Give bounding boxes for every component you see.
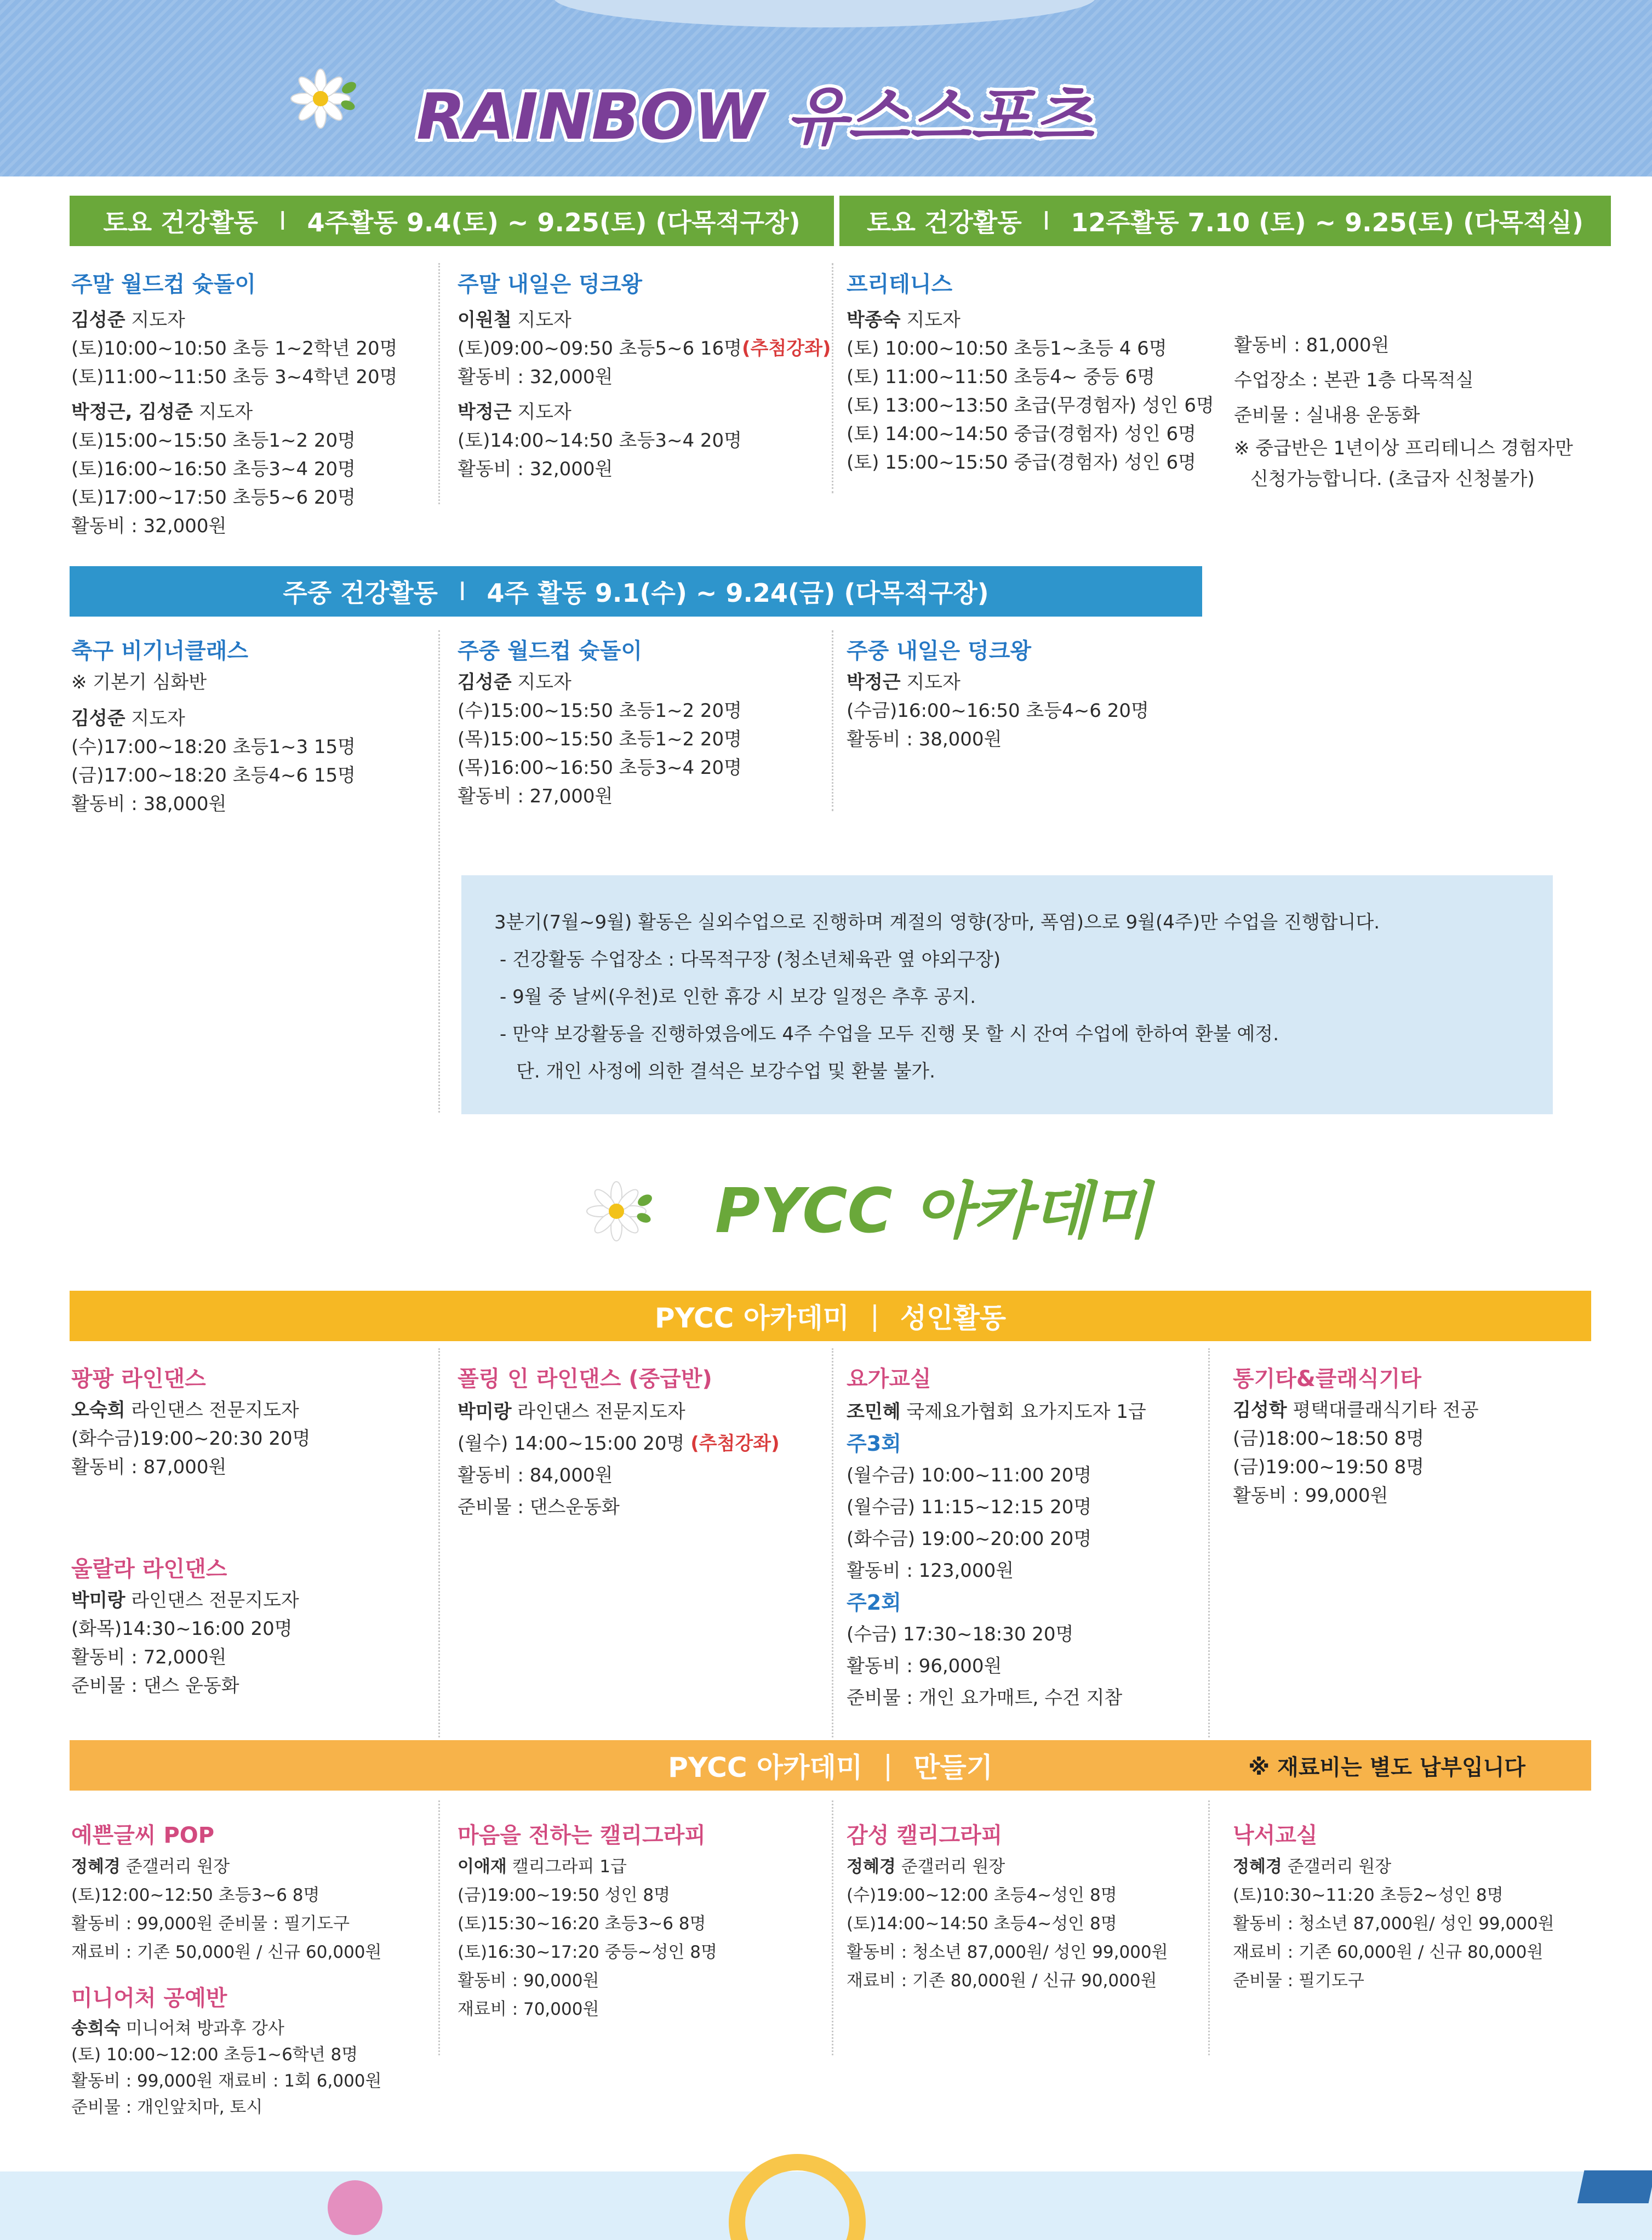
instructor-name: 박정근 <box>458 401 512 423</box>
rainbow-youth-sports-title: RAINBOW 유스스포츠 <box>416 80 1093 154</box>
schedule-line: (월수금) 10:00~11:00 20명 <box>847 1464 1092 1486</box>
fee-line: 활동비 : 84,000원 <box>458 1464 613 1486</box>
instructor-role: 국제요가협회 요가지도자 1급 <box>906 1401 1146 1423</box>
schedule-line: (토) 10:00~10:50 초등1~초등 4 6명 <box>847 338 1167 360</box>
column-divider <box>832 1800 833 2055</box>
column-divider <box>1208 1348 1210 1737</box>
instructor-role: 라인댄스 전문지도자 <box>131 1589 299 1611</box>
instructor-role: 지도자 <box>131 708 185 729</box>
fee-line: 활동비 : 청소년 87,000원/ 성인 99,000원 <box>847 1942 1168 1962</box>
schedule-line: (월수금) 11:15~12:15 20명 <box>847 1496 1092 1518</box>
guitar-class <box>1233 1362 1479 1510</box>
instructor-name: 정혜경 <box>71 1857 121 1877</box>
schedule-line: (토) 11:00~11:50 초등4~ 중등 6명 <box>847 366 1156 388</box>
fee-line: 활동비 : 87,000원 <box>71 1456 227 1478</box>
weekday-worldcup-class <box>458 634 742 811</box>
daisy-flower-icon <box>584 1178 655 1250</box>
saturday-4week-header-bar <box>70 196 834 246</box>
fee-line: 활동비 : 72,000원 <box>71 1646 227 1668</box>
fee-line: 활동비 : 123,000원 <box>847 1560 1014 1582</box>
instructor-role: 준갤러리 원장 <box>901 1857 1005 1877</box>
pangpang-linedance-class <box>71 1362 310 1481</box>
material-line: 재료비 : 70,000원 <box>458 1999 599 2019</box>
class-note: ※ 기본기 심화반 <box>71 671 207 693</box>
class-title: 마음을 전하는 캘리그라피 <box>458 1823 706 1848</box>
schedule-line: (금)18:00~18:50 8명 <box>1233 1428 1425 1450</box>
bar-label: 토요 건강활동 <box>867 208 1022 237</box>
class-title: 낙서교실 <box>1233 1823 1318 1848</box>
instructor-name: 박미랑 <box>71 1589 125 1611</box>
schedule-line: (금)17:00~18:20 초등4~6 15명 <box>71 765 356 786</box>
prep-line: 준비물 : 개인앞치마, 토시 <box>71 2097 263 2117</box>
instructor-role: 지도자 <box>906 671 961 693</box>
instructor-name: 김성준 <box>71 708 125 729</box>
blue-corner-decoration <box>1577 2170 1652 2203</box>
class-title: 폴링 인 라인댄스 (중급반) <box>458 1366 712 1392</box>
prep-line: 준비물 : 실내용 운동화 <box>1234 404 1420 426</box>
schedule-line: (화수금) 19:00~20:00 20명 <box>847 1528 1092 1550</box>
column-divider <box>438 630 440 1113</box>
fee-line: 활동비 : 38,000원 <box>71 793 227 815</box>
column-divider <box>832 630 833 811</box>
bar-detail: 만들기 <box>913 1752 993 1783</box>
place-line: 수업장소 : 본관 1층 다목적실 <box>1234 369 1474 391</box>
instructor-name: 이애재 <box>458 1857 507 1877</box>
class-title: 팡팡 라인댄스 <box>71 1366 206 1392</box>
bar-separator: I <box>278 206 287 236</box>
schedule-line: (수)15:00~15:50 초등1~2 20명 <box>458 700 742 722</box>
instructor-role: 미니어쳐 방과후 강사 <box>125 2019 284 2038</box>
class-title: 통기타&클래식기타 <box>1233 1366 1422 1392</box>
class-title: 축구 비기너클래스 <box>71 639 249 664</box>
fee-line: 활동비 : 32,000원 <box>458 366 613 388</box>
instructor-name: 오숙희 <box>71 1399 125 1421</box>
bar-separator: I <box>1042 206 1050 236</box>
class-title: 요가교실 <box>847 1366 931 1392</box>
notice-box <box>461 875 1553 1114</box>
fee-line: 활동비 : 90,000원 <box>458 1971 599 1991</box>
bar-detail: 4주 활동 9.1(수) ~ 9.24(금) (다목적구장) <box>487 578 989 608</box>
miniature-craft-class <box>71 1981 381 2121</box>
instructor-name: 조민혜 <box>847 1401 901 1423</box>
bar-detail: 성인활동 <box>900 1302 1007 1334</box>
schedule-line: (목)15:00~15:50 초등1~2 20명 <box>458 728 742 750</box>
bar-detail: 12주활동 7.10 (토) ~ 9.25(토) (다목적실) <box>1071 208 1584 237</box>
prep-line: 준비물 : 댄스 운동화 <box>71 1675 239 1697</box>
schedule-line: (토)12:00~12:50 초등3~6 8명 <box>71 1885 320 1905</box>
note-line: 신청가능합니다. (초급자 신청불가) <box>1250 468 1535 490</box>
instructor-role: 지도자 <box>517 671 571 693</box>
material-line: 재료비 : 기존 60,000원 / 신규 80,000원 <box>1233 1942 1544 1962</box>
fee-line: 활동비 : 81,000원 <box>1234 334 1390 356</box>
instructor-role: 캘리그라피 1급 <box>512 1857 627 1877</box>
class-title: 주중 월드컵 슛돌이 <box>458 639 642 664</box>
saturday-12week-header-bar <box>839 196 1611 246</box>
weekend-worldcup-class <box>71 267 398 540</box>
instructor-name: 송희숙 <box>71 2019 121 2038</box>
free-tennis-class <box>847 267 1214 477</box>
bar-separator: | <box>883 1749 893 1781</box>
column-divider <box>832 263 833 493</box>
bar-label: PYCC 아카데미 <box>668 1752 863 1783</box>
weekly-count-label: 주2회 <box>847 1591 901 1615</box>
pycc-academy-title: PYCC 아카데미 <box>715 1176 1151 1247</box>
fee-line: 활동비 : 32,000원 <box>71 515 227 537</box>
bar-separator: | <box>870 1300 879 1332</box>
pop-lettering-class <box>71 1819 381 1967</box>
schedule-line: (수)19:00~12:00 초등4~성인 8명 <box>847 1885 1117 1905</box>
pink-circle-decoration <box>328 2180 382 2235</box>
instructor-name: 박종숙 <box>847 309 901 331</box>
instructor-role: 지도자 <box>198 401 253 423</box>
material-line: 재료비 : 기존 50,000원 / 신규 60,000원 <box>71 1942 382 1962</box>
lottery-tag: (추첨강좌) <box>690 1433 780 1455</box>
emotional-calligraphy-class <box>847 1819 1168 1995</box>
instructor-name: 박정근, 김성준 <box>71 401 193 423</box>
schedule-line: (토)11:00~11:50 초등 3~4학년 20명 <box>71 366 398 388</box>
instructor-name: 김성준 <box>71 309 125 331</box>
prep-line: 준비물 : 개인 요가매트, 수건 지참 <box>847 1687 1123 1709</box>
fee-line: 활동비 : 38,000원 <box>847 728 1002 750</box>
column-divider <box>1208 1800 1210 2055</box>
instructor-name: 정혜경 <box>1233 1857 1282 1877</box>
bar-label: 토요 건강활동 <box>103 208 258 237</box>
schedule-line: (토) 13:00~13:50 초급(무경험자) 성인 6명 <box>847 395 1214 417</box>
schedule-line: (토)15:00~15:50 초등1~2 20명 <box>71 430 356 452</box>
schedule-line: (토)14:00~14:50 초등3~4 20명 <box>458 430 742 452</box>
falling-linedance-class <box>458 1362 780 1523</box>
class-title: 미니어처 공예반 <box>71 1986 227 2011</box>
notice-line: - 만약 보강활동을 진행하였음에도 4주 수업을 모두 진행 못 할 시 잔여 수업에 한하여 환불 예정. <box>500 1023 1279 1045</box>
heart-calligraphy-class <box>458 1819 717 2024</box>
instructor-name: 이원철 <box>458 309 512 331</box>
schedule-line: (금)19:00~19:50 성인 8명 <box>458 1885 671 1905</box>
class-title: 주중 내일은 덩크왕 <box>847 639 1031 664</box>
instructor-name: 정혜경 <box>847 1857 896 1877</box>
schedule-line: (토) 10:00~12:00 초등1~6학년 8명 <box>71 2045 358 2065</box>
class-title: 감성 캘리그라피 <box>847 1823 1003 1848</box>
column-divider <box>438 1348 440 1737</box>
class-title: 예쁜글씨 POP <box>71 1823 215 1848</box>
fee-line: 활동비 : 청소년 87,000원/ 성인 99,000원 <box>1233 1914 1554 1934</box>
instructor-role: 지도자 <box>131 309 185 331</box>
column-divider <box>438 263 440 504</box>
schedule-line: (월수) 14:00~15:00 20명 <box>458 1433 685 1455</box>
lottery-tag: (추첨강좌) <box>742 338 831 360</box>
schedule-line: (수금) 17:30~18:30 20명 <box>847 1623 1074 1645</box>
column-divider <box>438 1800 440 2055</box>
instructor-name: 김성학 <box>1233 1399 1287 1421</box>
notice-line: 단. 개인 사정에 의한 결석은 보강수업 및 환불 불가. <box>516 1061 935 1082</box>
yoga-class <box>847 1362 1146 1714</box>
schedule-line: (토) 14:00~14:50 중급(경험자) 성인 6명 <box>847 423 1196 445</box>
soccer-beginner-class <box>71 634 356 818</box>
instructor-role: 지도자 <box>517 401 571 423</box>
class-title: 울랄라 라인댄스 <box>71 1557 227 1582</box>
weekly-count-label: 주3회 <box>847 1432 901 1456</box>
doodle-class <box>1233 1819 1554 1995</box>
notice-line: 3분기(7월~9월) 활동은 실외수업으로 진행하며 계절의 영향(장마, 폭염)으로 9월(4주)만 수업을 진행합니다. <box>494 911 1380 933</box>
daisy-flower-icon <box>288 66 359 137</box>
yellow-arc-decoration <box>729 2154 866 2240</box>
schedule-line: (토)10:30~11:20 초등2~성인 8명 <box>1233 1885 1504 1905</box>
instructor-role: 준갤러리 원장 <box>125 1857 230 1877</box>
bar-detail: 4주활동 9.4(토) ~ 9.25(토) (다목적구장) <box>307 208 801 237</box>
instructor-name: 박정근 <box>847 671 901 693</box>
column-divider <box>832 1348 833 1737</box>
schedule-line: (토)10:00~10:50 초등 1~2학년 20명 <box>71 338 398 360</box>
free-tennis-details <box>1234 328 1573 494</box>
material-line: 재료비 : 기존 80,000원 / 신규 90,000원 <box>847 1971 1157 1991</box>
prep-line: 준비물 : 필기도구 <box>1233 1971 1364 1991</box>
fee-line: 활동비 : 27,000원 <box>458 785 613 807</box>
bar-separator: I <box>458 577 466 606</box>
adult-activity-header-bar <box>70 1291 1591 1341</box>
schedule-line: (화목)14:30~16:00 20명 <box>71 1618 293 1640</box>
weekday-dunk-class <box>847 634 1149 754</box>
material-fee-note: ※ 재료비는 별도 납부입니다 <box>1248 1754 1525 1780</box>
bar-label: PYCC 아카데미 <box>654 1302 849 1334</box>
fee-line: 활동비 : 99,000원 재료비 : 1회 6,000원 <box>71 2071 382 2091</box>
instructor-role: 평택대클래식기타 전공 <box>1293 1399 1479 1421</box>
instructor-role: 라인댄스 전문지도자 <box>517 1401 685 1423</box>
notice-line: - 9월 중 날씨(우천)로 인한 휴강 시 보강 일정은 추후 공지. <box>500 986 976 1008</box>
schedule-line: (토) 15:00~15:50 중급(경험자) 성인 6명 <box>847 452 1196 474</box>
instructor-role: 지도자 <box>517 309 571 331</box>
schedule-line: (토)15:30~16:20 초등3~6 8명 <box>458 1914 706 1934</box>
class-title: 프리테니스 <box>847 272 953 297</box>
instructor-role: 준갤러리 원장 <box>1287 1857 1392 1877</box>
bar-label: 주중 건강활동 <box>283 578 438 608</box>
prep-line: 준비물 : 댄스운동화 <box>458 1496 620 1518</box>
instructor-name: 김성준 <box>458 671 512 693</box>
schedule-line: (수금)16:00~16:50 초등4~6 20명 <box>847 700 1149 722</box>
fee-line: 활동비 : 99,000원 준비물 : 필기도구 <box>71 1914 350 1934</box>
schedule-line: (토)16:00~16:50 초등3~4 20명 <box>71 458 356 480</box>
instructor-role: 지도자 <box>906 309 961 331</box>
fee-line: 활동비 : 96,000원 <box>847 1655 1002 1677</box>
schedule-line: (토)14:00~14:50 초등4~성인 8명 <box>847 1914 1117 1934</box>
schedule-line: (목)16:00~16:50 초등3~4 20명 <box>458 757 742 779</box>
schedule-line: (토)09:00~09:50 초등5~6 16명 <box>458 338 742 360</box>
class-title: 주말 내일은 덩크왕 <box>458 272 642 297</box>
fee-line: 활동비 : 99,000원 <box>1233 1485 1388 1507</box>
note-line: ※ 중급반은 1년이상 프리테니스 경험자만 <box>1234 437 1573 459</box>
schedule-line: (금)19:00~19:50 8명 <box>1233 1456 1425 1478</box>
schedule-line: (화수금)19:00~20:30 20명 <box>71 1428 311 1450</box>
craft-header-bar <box>70 1740 1591 1791</box>
weekday-header-bar <box>70 566 1202 617</box>
fee-line: 활동비 : 32,000원 <box>458 458 613 480</box>
weekend-dunk-class <box>458 267 831 483</box>
ulala-linedance-class <box>71 1552 299 1700</box>
schedule-line: (수)17:00~18:20 초등1~3 15명 <box>71 736 356 758</box>
instructor-name: 박미랑 <box>458 1401 512 1423</box>
schedule-line: (토)16:30~17:20 중등~성인 8명 <box>458 1942 717 1962</box>
schedule-line: (토)17:00~17:50 초등5~6 20명 <box>71 487 356 509</box>
class-title: 주말 월드컵 슛돌이 <box>71 272 256 297</box>
notice-line: - 건강활동 수업장소 : 다목적구장 (청소년체육관 옆 야외구장) <box>500 949 1001 971</box>
instructor-role: 라인댄스 전문지도자 <box>131 1399 299 1421</box>
